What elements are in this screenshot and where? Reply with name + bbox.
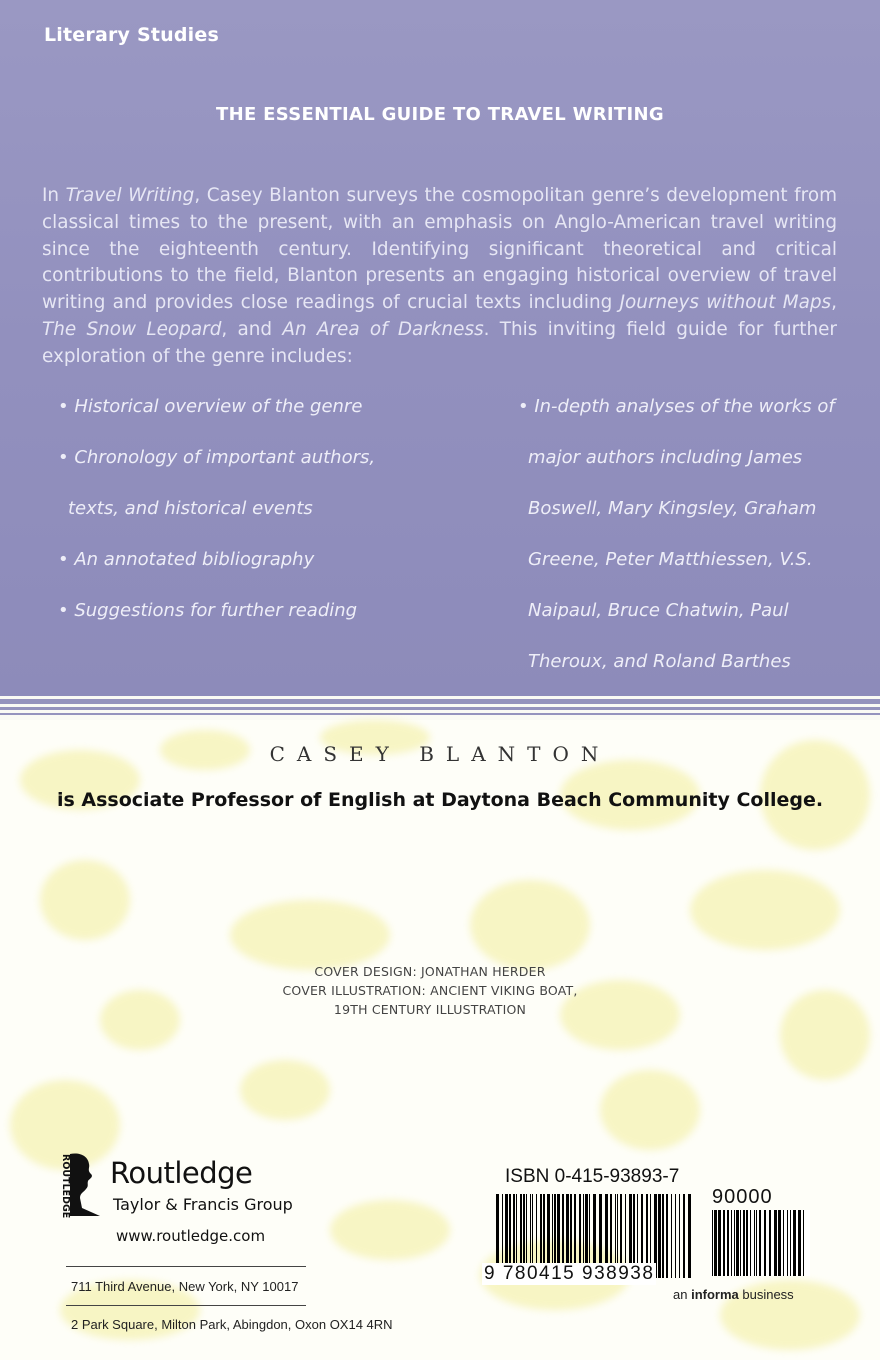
- splotch: [40, 860, 130, 940]
- barcode-bar: [727, 1210, 729, 1276]
- barcode-bar: [743, 1210, 745, 1276]
- feature-item-continuation: Greene, Peter Matthiessen, V.S.: [528, 549, 813, 570]
- barcode-bar: [675, 1194, 676, 1278]
- barcode-bar: [746, 1210, 748, 1276]
- divider-rule: [66, 1305, 306, 1306]
- credit-line: COVER DESIGN: JONATHAN HERDER: [314, 964, 546, 979]
- barcode-bar: [774, 1210, 777, 1276]
- blurb-text: , and: [221, 318, 283, 340]
- feature-list-right: [518, 381, 838, 687]
- feature-item: • An annotated bibliography: [58, 549, 315, 570]
- author-bio: is Associate Professor of English at Daytona Beach Community College.: [56, 789, 824, 811]
- splotch: [600, 1070, 700, 1150]
- informa-brand: informa: [691, 1287, 739, 1302]
- blurb-text: . This inviting field guide for further exploration of the genre includes:: [42, 318, 837, 367]
- barcode-bar: [769, 1210, 771, 1276]
- barcode-digits: 9 780415 938938: [484, 1263, 655, 1284]
- stripe: [0, 699, 880, 704]
- price-code: 90000: [712, 1186, 773, 1208]
- author-name: CASEY BLANTON: [269, 742, 611, 766]
- stripe: [0, 713, 880, 715]
- barcode-bar: [712, 1210, 713, 1276]
- publisher-url[interactable]: www.routledge.com: [116, 1227, 266, 1245]
- book-title: Travel Writing: [65, 185, 195, 206]
- barcode-bar: [666, 1194, 668, 1278]
- barcode-bar: [783, 1210, 784, 1276]
- feature-item-continuation: Boswell, Mary Kingsley, Graham: [528, 498, 817, 519]
- barcode-bar: [658, 1194, 661, 1278]
- barcode-bar: [736, 1210, 739, 1276]
- barcode-bar: [740, 1210, 741, 1276]
- divider-stripes: [0, 696, 880, 720]
- feature-item: • Suggestions for further reading: [58, 600, 358, 621]
- splotch: [470, 880, 590, 970]
- blurb-text: , Casey Blanton surveys the cosmopolitan genre’s development from classical times to the present, with an emphasis on Anglo-American travel writing since the eighteenth century. Identifying significant theoretical and critical contributions to the field, Blanton presents an engaging historical overview of travel writing and provides close readings of crucial texts including: [42, 185, 837, 314]
- barcode-bar: [756, 1210, 757, 1276]
- stripe: [0, 707, 880, 710]
- barcode-bar: [679, 1194, 680, 1278]
- splotch: [230, 900, 390, 970]
- routledge-logo-icon: [56, 1152, 102, 1218]
- barcode-bar: [718, 1210, 721, 1276]
- blurb-text: In: [42, 185, 66, 206]
- barcode-bar: [688, 1194, 691, 1278]
- splotch: [330, 1200, 450, 1260]
- price-barcode: [710, 1210, 810, 1276]
- barcode-bar: [683, 1194, 685, 1278]
- credit-line: COVER ILLUSTRATION: ANCIENT VIKING BOAT,: [282, 983, 578, 998]
- splotch: [240, 1060, 330, 1120]
- feature-item: • Chronology of important authors,: [58, 447, 376, 468]
- publisher-name: Routledge: [110, 1156, 253, 1190]
- credit-line: 19TH CENTURY ILLUSTRATION: [333, 1002, 527, 1017]
- cited-title: An Area of Darkness: [282, 318, 484, 340]
- logo-vertical-text: ROUTLEDGE: [60, 1154, 71, 1218]
- barcode-bar: [798, 1210, 801, 1276]
- barcode-bar: [790, 1210, 791, 1276]
- feature-item-continuation: texts, and historical events: [68, 498, 313, 519]
- splotch: [690, 870, 840, 950]
- publisher-address-uk: 2 Park Square, Milton Park, Abingdon, Oxon OX14 4RN: [71, 1317, 393, 1332]
- series-label: Literary Studies: [44, 24, 219, 46]
- publisher-group: Taylor & Francis Group: [113, 1195, 293, 1214]
- blurb-paragraph: [42, 183, 837, 371]
- barcode-bar: [754, 1210, 755, 1276]
- barcode-bar: [734, 1210, 735, 1276]
- barcode-bar: [662, 1194, 664, 1278]
- feature-list-left: [58, 381, 458, 636]
- barcode-bar: [803, 1210, 804, 1276]
- barcode-bar: [731, 1210, 732, 1276]
- informa-prefix: an: [673, 1287, 692, 1302]
- barcode-bar: [787, 1210, 788, 1276]
- informa-suffix: business: [738, 1287, 794, 1302]
- blurb-text: ,: [831, 292, 837, 314]
- barcode-bar: [750, 1210, 751, 1276]
- feature-item-continuation: Theroux, and Roland Barthes: [528, 651, 791, 672]
- barcode-bar: [759, 1210, 761, 1276]
- cover-credits: [0, 962, 860, 1019]
- headline: THE ESSENTIAL GUIDE TO TRAVEL WRITING: [216, 104, 664, 125]
- divider-rule: [66, 1266, 306, 1267]
- cited-title: The Snow Leopard: [42, 318, 222, 340]
- publisher-address-us: 711 Third Avenue, New York, NY 10017: [71, 1279, 299, 1294]
- feature-item-continuation: Naipaul, Bruce Chatwin, Paul: [528, 600, 789, 621]
- cited-title: Journeys without Maps: [619, 292, 832, 314]
- barcode-bar: [764, 1210, 766, 1276]
- barcode-bar: [714, 1210, 717, 1276]
- barcode-bar: [671, 1194, 672, 1278]
- barcode-bar: [723, 1210, 725, 1276]
- barcode-bar: [793, 1210, 796, 1276]
- feature-item-continuation: major authors including James: [528, 447, 803, 468]
- feature-item: • In-depth analyses of the works of: [518, 396, 835, 417]
- isbn-label: ISBN 0-415-93893-7: [505, 1166, 680, 1187]
- feature-item: • Historical overview of the genre: [58, 396, 363, 417]
- informa-tagline: [673, 1287, 794, 1302]
- barcode-bar: [778, 1210, 781, 1276]
